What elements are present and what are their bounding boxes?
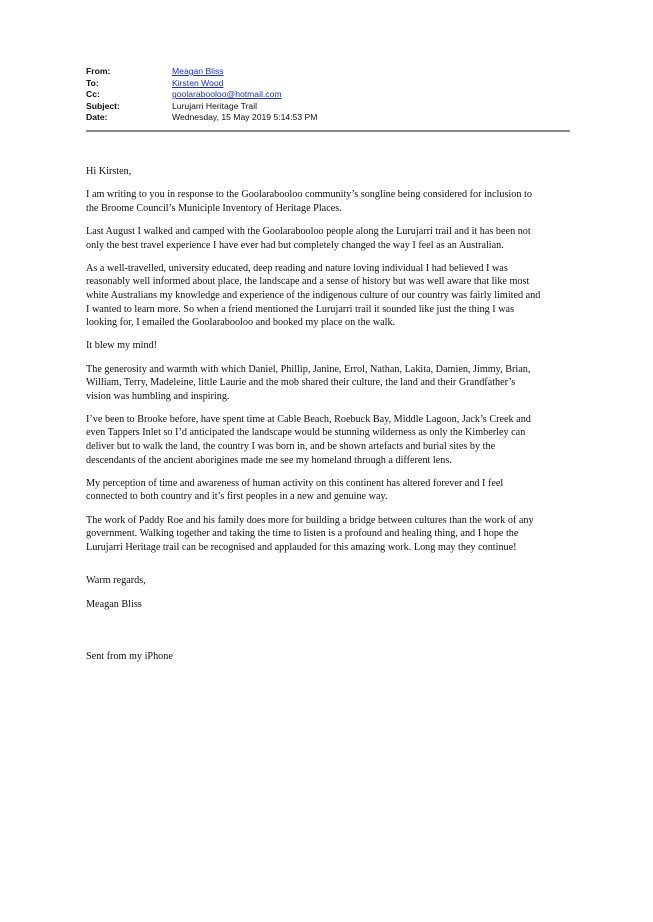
- paragraph-line: white Australians my knowledge and experience of the indigenous culture of our country was fairly limited and: [86, 289, 541, 301]
- paragraph-line: even Tappers Inlet so I’d anticipated the landscape would be stunning wilderness as only the Kimberley can: [86, 427, 526, 439]
- paragraph-line: vision was humbling and inspiring.: [86, 390, 230, 402]
- paragraph-line: the Broome Council’s Municiple Inventory of Heritage Places.: [86, 202, 342, 214]
- paragraph-line: The generosity and warmth with which Daniel, Phillip, Janine, Errol, Nathan, Lakita, Damien, Jimmy, Brian,: [86, 363, 531, 375]
- closing: Warm regards,: [86, 575, 146, 587]
- mobile-footer: Sent from my iPhone: [86, 650, 173, 662]
- sign-off: [86, 574, 570, 663]
- paragraph-line: Last August I walked and camped with the Goolarabooloo people along the Lurujarri trail and it has been not: [86, 225, 531, 237]
- paragraph-line: As a well-travelled, university educated, deep reading and nature loving individual I had believed I was: [86, 262, 508, 274]
- paragraph-line: descendants of the ancient aborigines made me see my homeland through a different lens.: [86, 454, 452, 466]
- paragraph-line: government. Walking together and taking the time to listen is a profound and healing thing, and I hope the: [86, 528, 519, 540]
- paragraph-line: connected to both country and it’s first peoples in a new and genuine way.: [86, 491, 388, 503]
- paragraph-line: It blew my mind!: [86, 340, 158, 352]
- paragraph-line: I’ve been to Brooke before, have spent time at Cable Beach, Roebuck Bay, Middle Lagoon, Jack’s Creek and: [86, 413, 531, 425]
- paragraph-line: I wanted to learn more. So when a friend mentioned the Lurujarri trail it sounded like just the thing I was: [86, 303, 515, 315]
- from-link[interactable]: Meagan Bliss: [172, 66, 224, 76]
- paragraph-8: [86, 514, 570, 555]
- to-link[interactable]: Kirsten Wood: [172, 77, 224, 88]
- cc-label: Cc:: [86, 89, 100, 100]
- header-divider: [86, 130, 570, 132]
- from-label: From:: [86, 66, 111, 76]
- paragraph-3: [86, 262, 570, 330]
- header-row-subject: [86, 101, 568, 113]
- paragraph-line: looking for, I emailed the Goolarabooloo and booked my place on the walk.: [86, 317, 396, 329]
- paragraph-2: [86, 225, 570, 252]
- header-row-from: [86, 66, 568, 78]
- paragraph-line: Lurujarri Heritage trail can be recognised and applauded for this amazing work. Long may they continue!: [86, 541, 517, 553]
- paragraph-line: reasonably well informed about place, the landscape and a sense of history but was well aware that like most: [86, 276, 530, 288]
- header-row-cc: [86, 89, 568, 101]
- date-label: Date:: [86, 112, 108, 123]
- paragraph-line: My perception of time and awareness of human activity on this continent has altered forever and I feel: [86, 477, 504, 489]
- subject-value: Lurujarri Heritage Trail: [172, 100, 258, 111]
- letter-body: [86, 165, 570, 673]
- to-label: To:: [86, 77, 99, 88]
- paragraph-line: deliver but to walk the land, the country I was born in, and be shown artefacts and burial sites by the: [86, 441, 496, 453]
- paragraph-line: William, Terry, Madeleine, little Laurie and the mob shared their culture, the land and their Grandfather’s: [86, 377, 516, 389]
- email-header: [86, 66, 568, 124]
- paragraph-line: I am writing to you in response to the Goolarabooloo community’s songline being considered for inclusion to: [86, 189, 532, 201]
- paragraph-line: only the best travel experience I have ever had but completely changed the way I feel as an Australian.: [86, 239, 504, 251]
- greeting: Hi Kirsten,: [86, 166, 132, 177]
- paragraph-line: The work of Paddy Roe and his family does more for building a bridge between cultures than the work of any: [86, 514, 534, 526]
- paragraph-1: [86, 188, 570, 215]
- paragraph-5: [86, 363, 570, 404]
- signature: Meagan Bliss: [86, 599, 142, 610]
- paragraph-4: [86, 339, 570, 353]
- paragraph-7: [86, 477, 570, 504]
- date-value: Wednesday, 15 May 2019 5:14:53 PM: [172, 112, 318, 123]
- paragraph-6: [86, 413, 570, 467]
- subject-label: Subject:: [86, 100, 120, 111]
- header-row-date: [86, 112, 568, 124]
- cc-link[interactable]: goolarabooloo@hotmail.com: [172, 89, 282, 100]
- header-row-to: [86, 78, 568, 90]
